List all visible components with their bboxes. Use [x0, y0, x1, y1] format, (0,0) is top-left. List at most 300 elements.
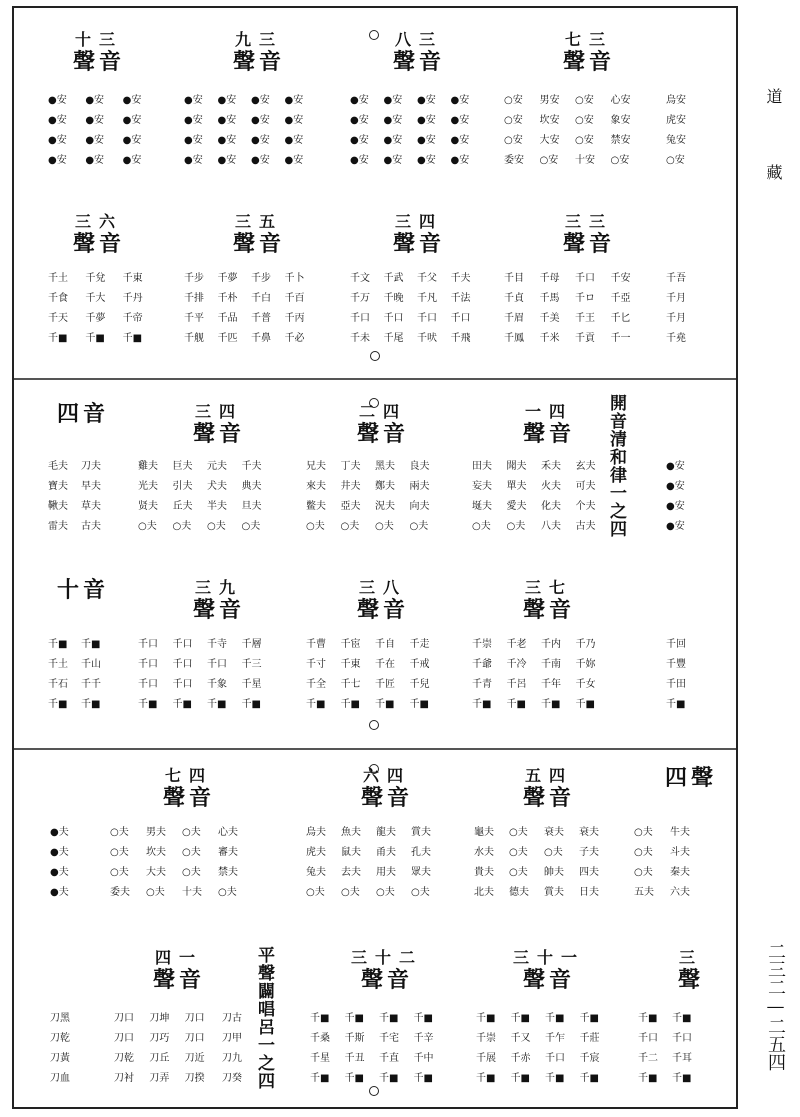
grid-cell: 千夢	[217, 273, 238, 284]
grid-cell: 犬夫	[207, 481, 227, 492]
text-grid	[48, 272, 158, 345]
grid-cell: 千凡	[417, 293, 437, 304]
grid-cell: ○夫	[182, 867, 201, 878]
grid-cell: 大夫	[146, 867, 166, 878]
grid-cell: 千口	[207, 659, 227, 670]
grid-cell: 刀黑	[50, 1013, 70, 1024]
grid-cell: 水夫	[474, 847, 494, 858]
grid-cell: 六夫	[670, 887, 690, 898]
grid-cell: 个夫	[575, 501, 596, 512]
grid-cell: ○夫	[172, 521, 192, 532]
grid-cell: 千内	[541, 639, 561, 650]
grid-cell: 千米	[539, 333, 560, 344]
grid-cell: 刀揆	[184, 1073, 205, 1084]
grid-cell: ○夫	[241, 521, 261, 532]
grid-cell: ●安	[284, 155, 304, 166]
grid-cell: 旦夫	[241, 501, 262, 512]
grid-cell: 千口	[138, 639, 158, 650]
grid-cell: ○夫	[411, 887, 430, 898]
text-grid	[306, 638, 442, 711]
grid-cell: 千層	[241, 639, 262, 650]
group-heading: 三六 聲音	[72, 212, 125, 257]
grid-cell: ●安	[417, 135, 436, 146]
grid-cell: 千兌	[85, 273, 106, 284]
grid-cell: ●安	[666, 501, 685, 512]
grid-cell: 千年	[541, 679, 561, 690]
group-heading: 三十二 聲音	[350, 948, 423, 993]
text-grid	[666, 460, 706, 533]
text-grid	[184, 94, 316, 167]
grid-cell: 千帝	[122, 313, 143, 324]
grid-cell: 千■	[379, 1073, 399, 1084]
grid-cell: ○夫	[509, 827, 528, 838]
section-title: 平聲闢唱呂一之四	[254, 946, 274, 1090]
grid-cell: 來夫	[306, 481, 326, 492]
grid-cell: ●安	[184, 95, 203, 106]
grid-cell: 千天	[48, 313, 68, 324]
grid-cell: 千■	[409, 699, 429, 710]
grid-cell: 千吾	[666, 273, 686, 284]
grid-cell: 千口	[575, 273, 595, 284]
grid-cell: 四夫	[579, 867, 599, 878]
grid-cell: 千夢	[85, 313, 106, 324]
grid-cell: ●安	[350, 115, 369, 126]
grid-cell: 千■	[638, 1073, 658, 1084]
grid-cell: 寶夫	[48, 481, 68, 492]
grid-cell: 千象	[207, 679, 227, 690]
grid-cell: ○夫	[634, 867, 653, 878]
grid-cell: 千■	[545, 1073, 565, 1084]
grid-cell: 千展	[476, 1053, 496, 1064]
grid-cell: ○夫	[146, 887, 165, 898]
grid-cell: 千■	[472, 699, 492, 710]
grid-cell: 千貞	[504, 293, 524, 304]
text-grid	[350, 94, 482, 167]
circle-mark	[369, 1086, 379, 1096]
text-grid	[50, 826, 94, 899]
grid-cell: 千二	[638, 1053, 658, 1064]
circle-mark	[370, 351, 380, 361]
grid-cell: 千普	[251, 313, 271, 324]
grid-cell: ○夫	[110, 827, 129, 838]
grid-cell: 千又	[510, 1033, 531, 1044]
grid-cell: 亞夫	[340, 501, 361, 512]
grid-cell: 千口	[672, 1033, 692, 1044]
grid-cell: 千自	[375, 639, 395, 650]
text-grid	[138, 460, 274, 533]
grid-cell: ●安	[284, 115, 304, 126]
grid-cell: 千■	[545, 1013, 565, 1024]
grid-cell: 八夫	[541, 521, 561, 532]
grid-cell: ●安	[251, 95, 270, 106]
panel-1	[14, 8, 736, 378]
grid-cell: 化夫	[541, 501, 561, 512]
grid-cell: ●安	[122, 135, 142, 146]
grid-cell: 千口	[138, 659, 158, 670]
group-heading: 三 聲	[677, 948, 704, 993]
grid-cell: 刀九	[222, 1053, 242, 1064]
grid-cell: 坎夫	[146, 847, 166, 858]
grid-cell: 千土	[48, 273, 68, 284]
grid-cell: 心安	[610, 95, 631, 106]
grid-cell: 千豐	[666, 659, 686, 670]
grid-cell: 火夫	[541, 481, 561, 492]
grid-cell: 賞夫	[411, 827, 431, 838]
grid-cell: ●夫	[50, 867, 69, 878]
grid-cell: ●安	[48, 115, 67, 126]
grid-cell: 千匕	[610, 313, 631, 324]
grid-cell: 千在	[375, 659, 395, 670]
grid-cell: 牛夫	[670, 827, 690, 838]
grid-cell: 良夫	[409, 461, 430, 472]
grid-cell: 千鳳	[504, 333, 524, 344]
grid-cell: 千莊	[579, 1033, 600, 1044]
grid-cell: 千■	[310, 1013, 330, 1024]
grid-cell: 千王	[575, 313, 595, 324]
grid-cell: 千鼻	[251, 333, 271, 344]
circle-mark	[369, 398, 379, 408]
text-grid	[48, 94, 158, 167]
grid-cell: 妄夫	[472, 481, 492, 492]
grid-cell: ●安	[251, 155, 270, 166]
grid-cell: 千女	[575, 679, 596, 690]
group-heading: 三三 聲音	[562, 212, 615, 257]
grid-cell: 古夫	[575, 521, 596, 532]
group-heading: 二四 聲音	[356, 402, 409, 447]
grid-cell: 千口	[450, 313, 471, 324]
text-grid	[310, 1012, 446, 1085]
grid-cell: 千大	[85, 293, 106, 304]
grid-cell: 千辛	[413, 1033, 434, 1044]
grid-cell: ○夫	[509, 847, 528, 858]
grid-cell: 心夫	[218, 827, 238, 838]
grid-cell: ●安	[417, 115, 436, 126]
grid-cell: 千口	[172, 639, 193, 650]
grid-cell: 丁夫	[340, 461, 361, 472]
grid-cell: ○安	[666, 155, 685, 166]
grid-cell: ●安	[383, 135, 403, 146]
grid-cell: 刀口	[114, 1013, 134, 1024]
grid-cell: 千朴	[217, 293, 238, 304]
grid-cell: 衰夫	[544, 827, 564, 838]
grid-cell: ○夫	[110, 867, 129, 878]
grid-cell: 千丙	[284, 313, 305, 324]
grid-cell: 秦夫	[670, 867, 690, 878]
circle-mark	[369, 764, 379, 774]
grid-cell: 千月	[666, 313, 686, 324]
grid-cell: 禾夫	[541, 461, 561, 472]
grid-cell: 龜夫	[474, 827, 494, 838]
grid-cell: 千口	[383, 313, 404, 324]
grid-cell: 千口	[417, 313, 437, 324]
grid-cell: 千■	[375, 699, 395, 710]
grid-cell: 千万	[350, 293, 370, 304]
grid-cell: 千母	[539, 273, 560, 284]
grid-cell: 千三	[241, 659, 262, 670]
grid-cell: ●安	[284, 135, 304, 146]
grid-cell: ●安	[85, 95, 105, 106]
grid-cell: ○夫	[207, 521, 226, 532]
grid-cell: ●安	[217, 135, 237, 146]
grid-cell: 千■	[510, 1073, 530, 1084]
grid-cell: 千■	[48, 333, 68, 344]
grid-cell: 千口	[172, 679, 193, 690]
grid-cell: 千亞	[610, 293, 631, 304]
grid-cell: 千安	[610, 273, 631, 284]
group-heading: 七三 聲音	[562, 30, 615, 75]
grid-cell: ○夫	[218, 887, 237, 898]
text-grid	[48, 638, 112, 711]
group-heading: 七四 聲音	[162, 766, 215, 811]
grid-cell: 象安	[610, 115, 631, 126]
grid-cell: 委夫	[110, 887, 130, 898]
grid-cell: 十夫	[182, 887, 202, 898]
grid-cell: ●夫	[50, 827, 69, 838]
grid-cell: ●安	[383, 115, 403, 126]
panel-2	[14, 380, 736, 748]
grid-cell: ●安	[217, 95, 237, 106]
grid-cell: 千品	[217, 313, 238, 324]
group-heading: 三十一 聲音	[512, 948, 585, 993]
grid-cell: ○安	[575, 135, 594, 146]
grid-cell: ●安	[350, 95, 369, 106]
grid-cell: 千老	[506, 639, 527, 650]
text-grid	[306, 460, 442, 533]
grid-cell: 千口	[638, 1033, 658, 1044]
grid-cell: 千乃	[575, 639, 596, 650]
grid-cell: 千百	[284, 293, 305, 304]
text-grid	[476, 1012, 612, 1085]
grid-cell: 向夫	[409, 501, 430, 512]
text-grid	[666, 272, 706, 345]
grid-cell: 千青	[472, 679, 492, 690]
grid-cell: 虎安	[666, 115, 686, 126]
grid-cell: ●安	[383, 155, 403, 166]
text-grid	[634, 826, 704, 899]
grid-cell: 刀口	[114, 1033, 134, 1044]
grid-cell: 千石	[48, 679, 68, 690]
text-grid	[666, 94, 706, 167]
grid-cell: 刀夫	[81, 461, 101, 472]
grid-cell: 千必	[284, 333, 305, 344]
grid-cell: ●安	[350, 155, 369, 166]
grid-cell: 草夫	[81, 501, 101, 512]
grid-cell: 刀衬	[114, 1073, 134, 1084]
grid-cell: 千ロ	[575, 293, 595, 304]
grid-cell: 千步	[251, 273, 271, 284]
grid-cell: 刀坤	[149, 1013, 170, 1024]
text-grid	[48, 460, 112, 533]
text-grid	[474, 826, 612, 899]
grid-cell: 千■	[81, 639, 101, 650]
grid-cell: 千白	[251, 293, 271, 304]
grid-cell: ○夫	[409, 521, 429, 532]
grid-cell: 刀丘	[149, 1053, 170, 1064]
text-grid	[638, 1012, 704, 1085]
grid-cell: 雷夫	[48, 521, 68, 532]
grid-cell: 千宦	[340, 639, 361, 650]
grid-cell: 典夫	[241, 481, 262, 492]
grid-cell: 刀黃	[50, 1053, 70, 1064]
grid-cell: 千斯	[344, 1033, 365, 1044]
grid-cell: ●安	[417, 95, 436, 106]
grid-cell: 千■	[575, 699, 595, 710]
grid-cell: 玄夫	[575, 461, 596, 472]
grid-cell: 千■	[122, 333, 143, 344]
grid-cell: 刀癸	[222, 1073, 242, 1084]
grid-cell: ○安	[504, 135, 523, 146]
grid-cell: 千■	[638, 1013, 658, 1024]
grid-cell: ○安	[539, 155, 559, 166]
grid-cell: 千冷	[506, 659, 527, 670]
page-number: 二三二—二五四	[765, 942, 786, 1071]
grid-cell: 千曹	[306, 639, 326, 650]
grid-cell: 烏安	[666, 95, 686, 106]
grid-cell: 千■	[48, 639, 68, 650]
grid-cell: ●夫	[50, 887, 69, 898]
grid-cell: 千■	[510, 1013, 530, 1024]
grid-cell: ○夫	[138, 521, 157, 532]
grid-cell: 德夫	[509, 887, 529, 898]
grid-cell: 兔安	[666, 135, 686, 146]
grid-cell: ○夫	[182, 827, 201, 838]
grid-cell: 審夫	[218, 847, 238, 858]
grid-cell: ●安	[666, 461, 685, 472]
text-grid	[504, 272, 644, 345]
text-grid	[504, 94, 644, 167]
grid-cell: 千土	[48, 659, 68, 670]
grid-cell: 魚夫	[341, 827, 361, 838]
grid-cell: 可夫	[575, 481, 596, 492]
grid-cell: 大安	[539, 135, 560, 146]
grid-cell: 千寸	[306, 659, 326, 670]
grid-cell: 烏夫	[306, 827, 326, 838]
grid-cell: 千七	[340, 679, 361, 690]
grid-cell: 千東	[340, 659, 361, 670]
text-grid	[472, 460, 608, 533]
grid-cell: 井夫	[340, 481, 361, 492]
grid-cell: 千宅	[379, 1033, 399, 1044]
grid-cell: 貴夫	[474, 867, 494, 878]
grid-cell: 千千	[81, 679, 101, 690]
grid-cell: 千飛	[450, 333, 471, 344]
grid-cell: ○夫	[509, 867, 528, 878]
grid-cell: 千法	[450, 293, 471, 304]
grid-cell: ●安	[85, 115, 105, 126]
grid-cell: ●安	[450, 155, 470, 166]
grid-cell: 千赤	[510, 1053, 531, 1064]
grid-cell: ●安	[85, 135, 105, 146]
grid-cell: ●安	[666, 521, 685, 532]
grid-cell: ○夫	[375, 521, 394, 532]
page-frame	[12, 6, 738, 1109]
grid-cell: 甬夫	[376, 847, 396, 858]
grid-cell: ●安	[184, 155, 203, 166]
grid-cell: ○安	[575, 95, 594, 106]
grid-cell: 千丹	[122, 293, 143, 304]
group-heading: 六四 聲音	[360, 766, 413, 811]
grid-cell: ●安	[350, 135, 369, 146]
grid-cell: 千夫	[241, 461, 262, 472]
grid-cell: ○夫	[376, 887, 395, 898]
side-title: 道藏	[764, 88, 783, 240]
grid-cell: 早夫	[81, 481, 101, 492]
grid-cell: 兩夫	[409, 481, 430, 492]
grid-cell: 千■	[48, 699, 68, 710]
grid-cell: 千■	[241, 699, 261, 710]
grid-cell: ●安	[48, 95, 67, 106]
grid-cell: ○夫	[182, 847, 201, 858]
group-heading: 三四 聲音	[192, 402, 245, 447]
group-heading: 八三 聲音	[392, 30, 445, 75]
grid-cell: 千一	[610, 333, 631, 344]
text-grid	[50, 1012, 94, 1085]
grid-cell: 千■	[138, 699, 158, 710]
text-grid	[138, 638, 274, 711]
group-heading: 一四 聲音	[522, 402, 575, 447]
grid-cell: 千平	[184, 313, 204, 324]
grid-cell: ○夫	[506, 521, 526, 532]
grid-cell: 千貢	[575, 333, 595, 344]
grid-cell: 千呂	[506, 679, 527, 690]
grid-cell: 千桑	[310, 1033, 330, 1044]
grid-cell: ○夫	[634, 847, 653, 858]
grid-cell: 千匹	[217, 333, 238, 344]
group-heading: 五四 聲音	[522, 766, 575, 811]
grid-cell: 聞夫	[506, 461, 527, 472]
grid-cell: 毛夫	[48, 461, 68, 472]
grid-cell: 刀巧	[149, 1033, 170, 1044]
grid-cell: 刀甲	[222, 1033, 242, 1044]
grid-cell: 愛夫	[506, 501, 527, 512]
group-heading: 四一 聲音	[152, 948, 205, 993]
text-grid	[114, 1012, 218, 1085]
grid-cell: 刀近	[184, 1053, 205, 1064]
grid-cell: 千■	[579, 1073, 599, 1084]
grid-cell: 千全	[306, 679, 326, 690]
grid-cell: 千尾	[383, 333, 404, 344]
grid-cell: 十安	[575, 155, 595, 166]
circle-mark	[369, 720, 379, 730]
grid-cell: 虎夫	[306, 847, 326, 858]
grid-cell: 去夫	[341, 867, 361, 878]
group-heading: 四音	[56, 401, 109, 427]
grid-cell: 千■	[476, 1013, 496, 1024]
grid-cell: 鄭夫	[375, 481, 395, 492]
grid-cell: 千武	[383, 273, 404, 284]
grid-cell: 千■	[506, 699, 526, 710]
grid-cell: 千田	[666, 679, 686, 690]
grid-cell: 千■	[340, 699, 360, 710]
grid-cell: 千回	[666, 639, 686, 650]
grid-cell: 贤夫	[138, 501, 158, 512]
grid-cell: ●安	[122, 155, 142, 166]
grid-cell: 鳖夫	[306, 501, 326, 512]
grid-cell: 千目	[504, 273, 524, 284]
grid-cell: 千戒	[409, 659, 430, 670]
grid-cell: 千食	[48, 293, 68, 304]
grid-cell: 千口	[172, 659, 193, 670]
grid-cell: ●安	[85, 155, 105, 166]
grid-cell: 委安	[504, 155, 524, 166]
grid-cell: ●安	[666, 481, 685, 492]
grid-cell: ●安	[417, 155, 436, 166]
grid-cell: ○夫	[544, 847, 563, 858]
text-grid	[666, 638, 706, 711]
grid-cell: ○夫	[110, 847, 129, 858]
grid-cell: 千南	[541, 659, 561, 670]
grid-cell: 刀弄	[149, 1073, 170, 1084]
